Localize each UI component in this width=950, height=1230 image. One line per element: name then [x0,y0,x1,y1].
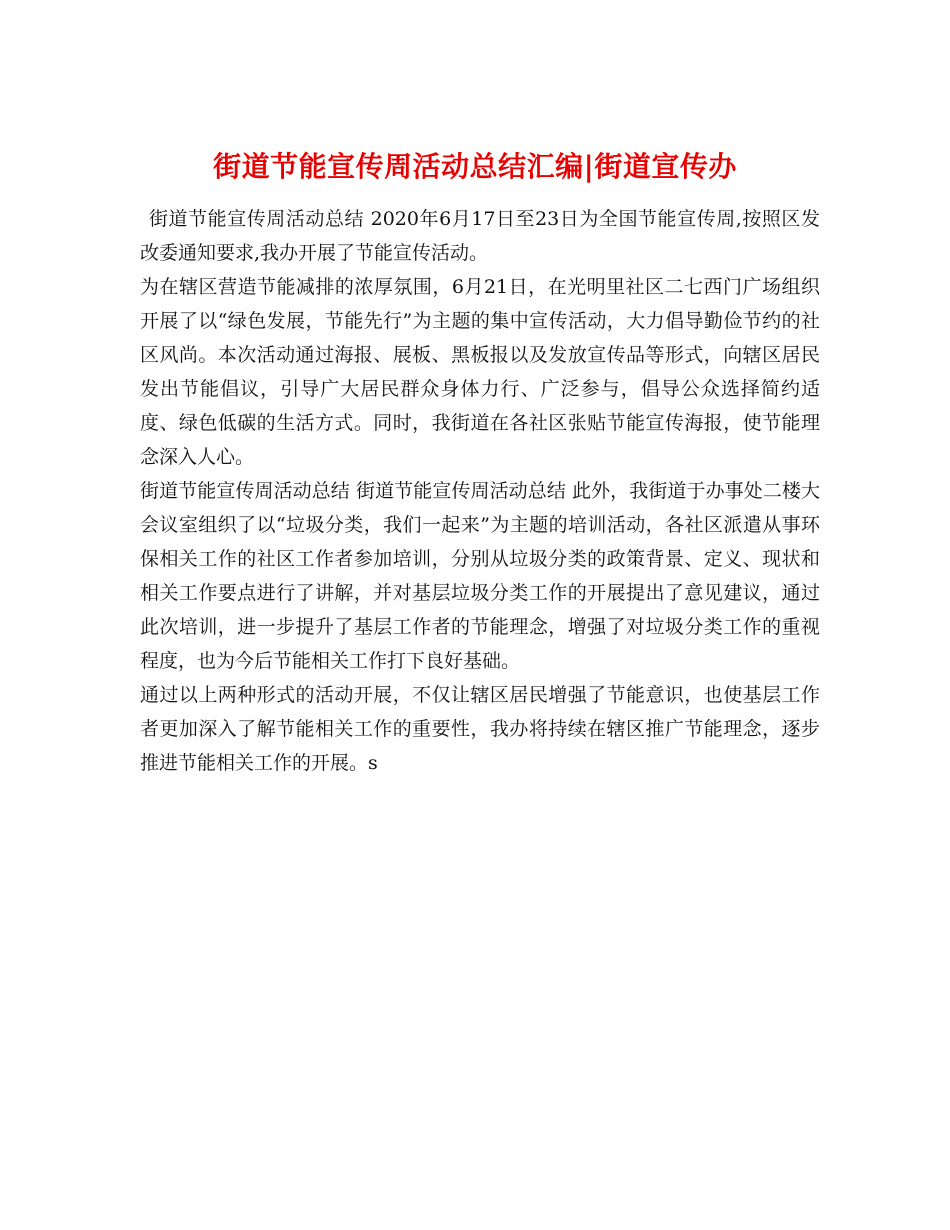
paragraph-publicity-event: 为在辖区营造节能减排的浓厚氛围，6月21日，在光明里社区二七西门广场组织开展了以“绿色发展，节能先行”为主题的集中宣传活动，大力倡导勤俭节约的社区风尚。本次活动通过海报、展板、黑板报以及发放宣传品等形式，向辖区居民发出节能倡议，引导广大居民群众身体力行、广泛参与，倡导公众选择简约适度、绿色低碳的生活方式。同时，我街道在各社区张贴节能宣传海报，使节能理念深入人心。 [140,276,820,468]
paragraph-training-event: 街道节能宣传周活动总结 街道节能宣传周活动总结 此外，我街道于办事处二楼大会议室组织了以“垃圾分类，我们一起来”为主题的培训活动，各社区派遣从事环保相关工作的社区工作者参加培训，分别从垃圾分类的政策背景、定义、现状和相关工作要点进行了讲解，并对基层垃圾分类工作的开展提出了意见建议，通过此次培训，进一步提升了基层工作者的节能理念，增强了对垃圾分类工作的重视程度，也为今后节能相关工作打下良好基础。 [140,480,820,672]
paragraph-conclusion: 通过以上两种形式的活动开展，不仅让辖区居民增强了节能意识，也使基层工作者更加深入了解节能相关工作的重要性，我办将持续在辖区推广节能理念，逐步推进节能相关工作的开展。s [140,684,820,774]
document-body [140,202,820,780]
document-title: 街道节能宣传周活动总结汇编|街道宣传办 [213,149,737,183]
paragraph-intro: 街道节能宣传周活动总结 2020年6月17日至23日为全国节能宣传周,按照区发改委通知要求,我办开展了节能宣传活动。 [140,208,820,264]
